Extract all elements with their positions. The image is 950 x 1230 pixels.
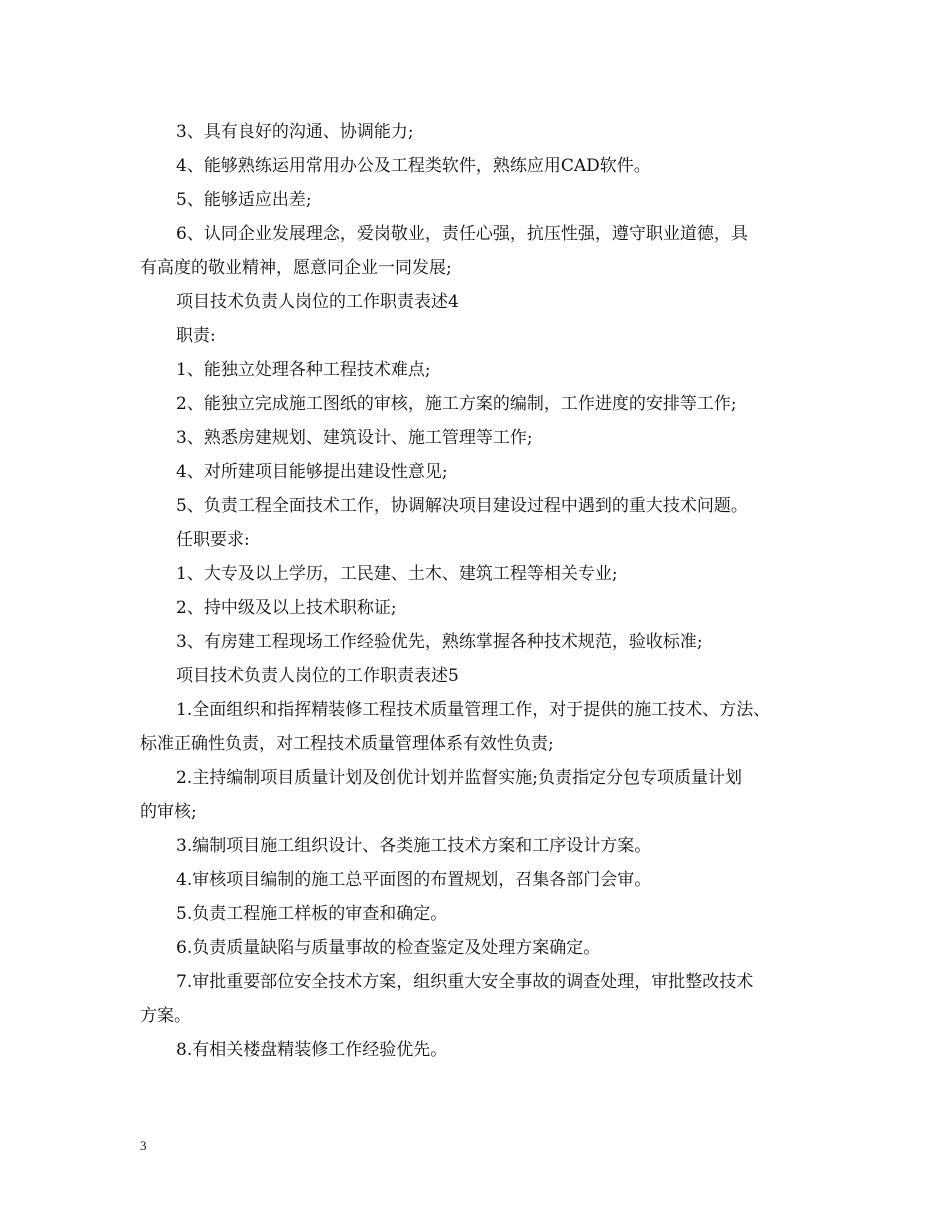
page-number: 3: [140, 1138, 147, 1153]
paragraph-line: 的审核;: [140, 802, 197, 822]
paragraph-line: 5.负责工程施工样板的审查和确定。: [176, 904, 448, 924]
paragraph-line: 4、对所建项目能够提出建设性意见;: [176, 462, 448, 482]
paragraph-line: 2、能独立完成施工图纸的审核，施工方案的编制，工作进度的安排等工作;: [176, 394, 737, 414]
paragraph-line: 4.审核项目编制的施工总平面图的布置规划，召集各部门会审。: [176, 870, 652, 890]
paragraph-line: 3、熟悉房建规划、建筑设计、施工管理等工作;: [176, 428, 533, 448]
paragraph-line: 2.主持编制项目质量计划及创优计划并监督实施;负责指定分包专项质量计划: [176, 768, 742, 788]
paragraph-line: 标准正确性负责，对工程技术质量管理体系有效性负责;: [140, 734, 554, 754]
paragraph-line: 5、能够适应出差;: [176, 190, 312, 210]
paragraph-line: 4、能够熟练运用常用办公及工程类软件，熟练应用CAD软件。: [176, 156, 651, 176]
paragraph-line: 1、大专及以上学历，工民建、土木、建筑工程等相关专业;: [176, 564, 618, 584]
paragraph-line: 3.编制项目施工组织设计、各类施工技术方案和工序设计方案。: [176, 836, 652, 856]
subsection-heading: 职责:: [176, 326, 216, 346]
subsection-heading: 任职要求:: [176, 530, 250, 550]
paragraph-line: 3、具有良好的沟通、协调能力;: [176, 122, 414, 142]
section-heading: 项目技术负责人岗位的工作职责表述5: [176, 666, 459, 686]
paragraph-line: 1.全面组织和指挥精装修工程技术质量管理工作，对于提供的施工技术、方法、: [176, 700, 771, 720]
paragraph-line: 7.审批重要部位安全技术方案，组织重大安全事故的调查处理，审批整改技术: [176, 972, 754, 992]
paragraph-line: 5、负责工程全面技术工作，协调解决项目建设过程中遇到的重大技术问题。: [176, 496, 748, 516]
paragraph-line: 2、持中级及以上技术职称证;: [176, 598, 397, 618]
paragraph-line: 1、能独立处理各种工程技术难点;: [176, 360, 431, 380]
paragraph-line: 6.负责质量缺陷与质量事故的检查鉴定及处理方案确定。: [176, 938, 601, 958]
section-heading: 项目技术负责人岗位的工作职责表述4: [176, 292, 459, 312]
paragraph-line: 8.有相关楼盘精装修工作经验优先。: [176, 1040, 448, 1060]
document-body: [140, 115, 820, 1067]
paragraph-line: 6、认同企业发展理念，爱岗敬业，责任心强，抗压性强，遵守职业道德，具: [176, 224, 748, 244]
paragraph-line: 有高度的敬业精神，愿意同企业一同发展;: [140, 258, 452, 278]
paragraph-line: 3、有房建工程现场工作经验优先，熟练掌握各种技术规范，验收标准;: [176, 632, 703, 652]
paragraph-line: 方案。: [140, 1006, 191, 1026]
